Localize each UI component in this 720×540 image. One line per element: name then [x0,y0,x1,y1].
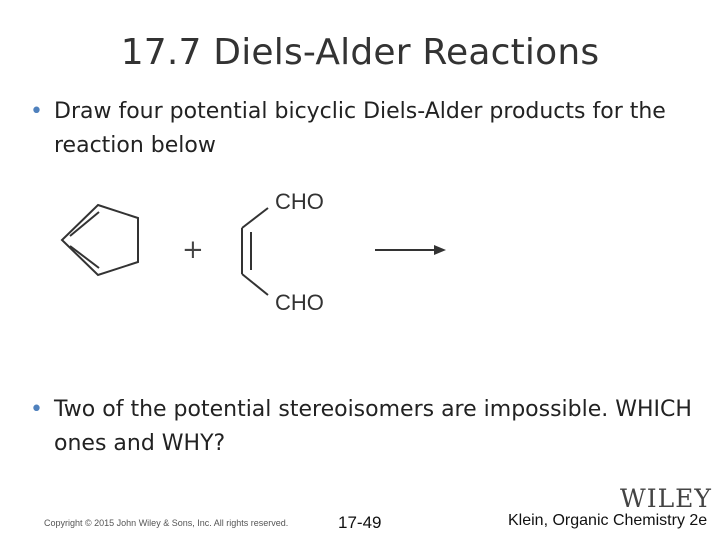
bullet-2 [30,393,700,461]
cho-bottom-label: CHO [275,290,324,315]
bullet-1 [30,95,700,163]
book-reference: Klein, Organic Chemistry 2e [508,512,708,529]
copyright-text: Copyright © 2015 John Wiley & Sons, Inc. All rights reserved. [44,518,289,528]
bullet-2-text: Two of the potential stereoisomers are impossible. WHICH ones and WHY? [54,397,692,456]
reaction-scheme [0,170,720,330]
reaction-arrow [375,245,446,255]
cho-top-label: CHO [275,189,324,214]
bullet-dot: • [30,397,43,422]
plus-sign: + [182,235,204,265]
dienophile-structure [242,208,268,295]
bullet-dot: • [30,99,43,124]
bullet-1-text: Draw four potential bicyclic Diels-Alder products for the reaction below [54,99,666,158]
page-number: 17-49 [338,513,382,532]
slide-title: 17.7 Diels-Alder Reactions [120,32,600,73]
wiley-logo: WILEY [620,484,712,513]
cyclopentadiene-structure [62,205,138,275]
